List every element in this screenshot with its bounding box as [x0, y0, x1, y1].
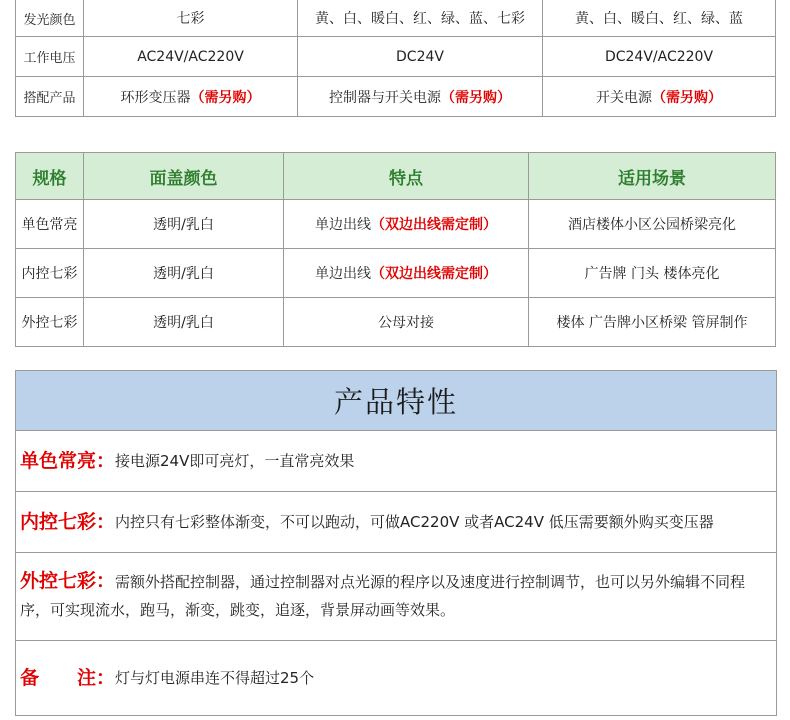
cover-color: 透明/乳白	[84, 249, 284, 298]
row-label: 搭配产品	[16, 77, 84, 117]
features-title: 产品特性	[16, 371, 776, 431]
table-row	[16, 200, 776, 249]
feature-internal-control	[16, 492, 776, 553]
cell: 七彩	[84, 0, 298, 37]
purchase-note: （需另购）	[441, 89, 511, 106]
cell: AC24V/AC220V	[84, 37, 298, 77]
purchase-note: （需另购）	[652, 89, 722, 106]
cell: DC24V	[298, 37, 543, 77]
spec-name: 内控七彩	[16, 249, 84, 298]
row-label: 发光颜色	[16, 0, 84, 37]
table-row	[16, 298, 776, 347]
feature-cell	[284, 249, 529, 298]
cover-color: 透明/乳白	[84, 298, 284, 347]
scene-cell: 广告牌 门头 楼体亮化	[529, 249, 776, 298]
custom-note: （双边出线需定制）	[371, 217, 497, 233]
feature-cell	[284, 200, 529, 249]
spec-name: 单色常亮	[16, 200, 84, 249]
table-row	[16, 0, 776, 37]
feature-description: 接电源24V即可亮灯，一直常亮效果	[115, 452, 355, 470]
feature-paragraph	[20, 567, 770, 624]
feature-description: 需额外搭配控制器，通过控制器对点光源的程序以及速度进行控制调节，也可以另外编辑不同程序，可实现流水，跑马，渐变，跳变，追逐，背景屏动画等效果。	[20, 573, 746, 619]
feature-description: 内控只有七彩整体渐变，不可以跑动，可做AC220V 或者AC24V 低压需要额外购买变压器	[115, 513, 714, 531]
product-spec-table	[15, 152, 776, 347]
cell: 黄、白、暖白、红、绿、蓝、七彩	[298, 0, 543, 37]
cell-text: 控制器与开关电源	[329, 89, 441, 106]
cell-text: 环形变压器	[120, 89, 191, 106]
cover-color: 透明/乳白	[84, 200, 284, 249]
purchase-note: （需另购）	[190, 89, 261, 106]
scene-cell: 酒店楼体小区公园桥梁亮化	[529, 200, 776, 249]
feature-key: 单色常亮：	[20, 450, 116, 472]
product-features-panel	[15, 370, 777, 716]
column-header: 面盖颜色	[84, 153, 284, 200]
cell	[298, 77, 543, 117]
feature-text: 单边出线	[315, 266, 371, 282]
feature-external-control	[16, 553, 776, 641]
feature-single-color	[16, 431, 776, 492]
table-header-row	[16, 153, 776, 200]
row-label: 工作电压	[16, 37, 84, 77]
column-header: 适用场景	[529, 153, 776, 200]
feature-note	[16, 641, 776, 716]
spec-name: 外控七彩	[16, 298, 84, 347]
feature-key: 内控七彩：	[20, 511, 116, 533]
feature-text: 公母对接	[378, 315, 434, 331]
column-header: 特点	[284, 153, 529, 200]
table-row	[16, 249, 776, 298]
cell	[543, 77, 776, 117]
custom-note: （双边出线需定制）	[371, 266, 497, 282]
electrical-spec-table	[15, 0, 776, 117]
cell	[84, 77, 298, 117]
feature-cell	[284, 298, 529, 347]
column-header: 规格	[16, 153, 84, 200]
cell: 黄、白、暖白、红、绿、蓝	[543, 0, 776, 37]
note-key: 备 注：	[20, 667, 116, 689]
cell-text: 开关电源	[596, 89, 652, 106]
table-row	[16, 77, 776, 117]
note-text: 灯与灯电源串连不得超过25个	[115, 669, 315, 687]
feature-text: 单边出线	[315, 217, 371, 233]
table-row	[16, 37, 776, 77]
feature-key: 外控七彩：	[20, 570, 116, 592]
cell: DC24V/AC220V	[543, 37, 776, 77]
scene-cell: 楼体 广告牌小区桥梁 管屏制作	[529, 298, 776, 347]
